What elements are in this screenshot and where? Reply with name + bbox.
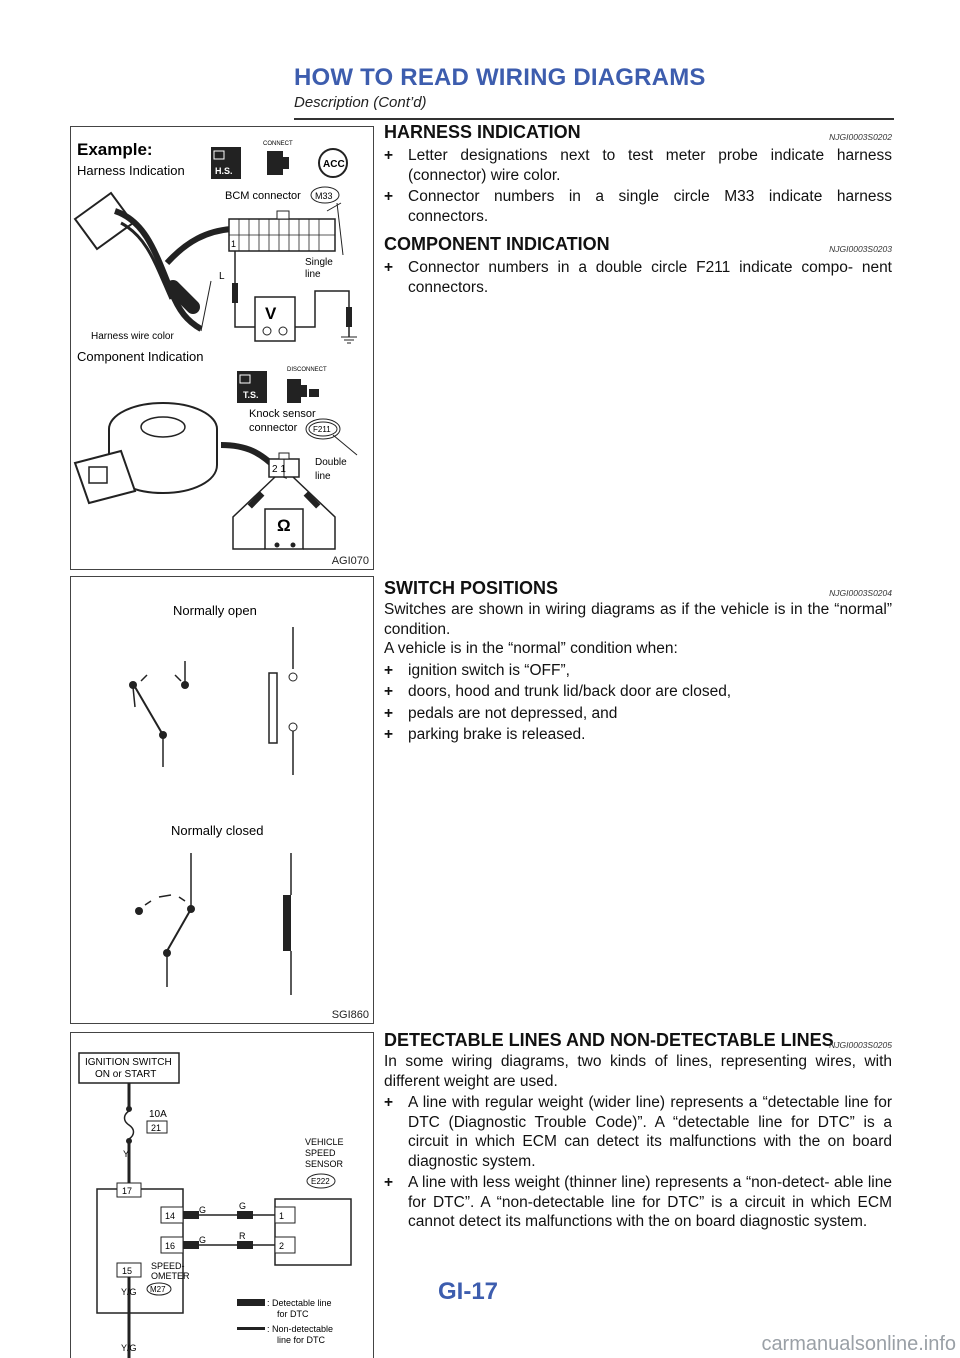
figure-switch-positions <box>70 576 374 1024</box>
vss-label-1: VEHICLE <box>305 1137 344 1147</box>
switch-diagram <box>71 577 375 1025</box>
example-label: Example: <box>77 140 153 159</box>
speedometer-label-1: SPEED- <box>151 1261 185 1271</box>
bullet-list <box>384 661 892 745</box>
disconnect-icon <box>287 379 307 403</box>
page-header <box>0 0 960 124</box>
list-item: + parking brake is released. <box>384 726 586 743</box>
list-item: + pedals are not depressed, and <box>384 704 618 722</box>
paragraph: A vehicle is in the “normal” condition when: <box>384 640 678 657</box>
list-item: + A line with regular weight (wider line) represents a “detectable line for DTC (Diagnostic Trouble Code)”. A “detectable line for DTC” is a circuit in which ECM can detect its malfunctions with the on board diagnostic system. <box>384 1094 892 1170</box>
harness-wire-color-label: Harness wire color <box>91 331 174 342</box>
pin-14-label: 14 <box>165 1211 176 1221</box>
section-component-indication <box>384 234 892 297</box>
disconnect-label: DISCONNECT <box>287 367 327 373</box>
single-line-label-1: Single <box>305 257 333 268</box>
knock-sensor-label-2: connector <box>249 422 298 434</box>
sensor-pin-2-label: 2 <box>279 1241 285 1251</box>
bullet-list <box>384 146 892 226</box>
legend-detectable-2: for DTC <box>277 1309 309 1319</box>
speedometer-label-2: OMETER <box>151 1271 190 1281</box>
wire-g-label-2: G <box>199 1235 207 1245</box>
component-indication-label: Component Indication <box>77 349 204 364</box>
harness-indication-label: Harness Indication <box>77 163 185 178</box>
sensor-pin-1-label: 1 <box>279 1211 285 1221</box>
wire-g-label-3: G <box>239 1201 247 1211</box>
ts-label: T.S. <box>243 390 259 400</box>
section-id: NJGI0003S0205 <box>829 1040 892 1050</box>
page-title: HOW TO READ WIRING DIAGRAMS <box>294 64 706 91</box>
section-id: NJGI0003S0202 <box>829 132 892 142</box>
watermark: carmanualsonline.info <box>761 1333 956 1355</box>
page-number: GI-17 <box>438 1278 499 1305</box>
wire-yg-label-1: Y/G <box>121 1287 137 1297</box>
wire-r-label: R <box>239 1231 246 1241</box>
section-detectable-lines <box>384 1030 892 1232</box>
section-switch-positions <box>384 578 892 745</box>
vss-label-3: SENSOR <box>305 1159 344 1169</box>
wire-color-l-label: L <box>219 271 225 282</box>
fuse-icon <box>125 1111 134 1139</box>
fuse-amp-label: 10A <box>149 1109 167 1120</box>
voltmeter-label: V <box>265 304 277 323</box>
list-item: + doors, hood and trunk lid/back door are closed, <box>384 683 732 700</box>
pin-16-label: 16 <box>165 1241 176 1251</box>
section-title: SWITCH POSITIONS <box>384 578 559 598</box>
bullet-list <box>384 258 892 297</box>
ignition-label-1: IGNITION SWITCH <box>85 1057 172 1068</box>
section-harness-indication <box>384 122 892 226</box>
harness-diagram <box>71 127 375 571</box>
legend-detectable-line <box>237 1299 265 1306</box>
figure-harness-component <box>70 126 374 570</box>
legend-non-detectable-line <box>237 1327 265 1330</box>
list-item: + A line with less weight (thinner line) represents a “non-detect- able line for DTC”. A “non-detectable line for DTC” is a circuit in which ECM cannot detect its malfunctions with the on board diagnostic system. <box>384 1174 892 1230</box>
detectable-lines-diagram <box>71 1033 375 1358</box>
f211-pins-label: 2 1 <box>272 464 286 475</box>
f211-label: F211 <box>313 425 331 434</box>
figure-code: SGI860 <box>331 1009 369 1021</box>
wire-y-label: Y <box>123 1149 130 1159</box>
connector-icon <box>267 151 289 175</box>
legend-non-detectable-1: : Non-detectable <box>267 1324 334 1334</box>
hs-label: H.S. <box>215 166 233 176</box>
vss-label-2: SPEED <box>305 1148 336 1158</box>
figure-detectable-lines <box>70 1032 374 1358</box>
section-id: NJGI0003S0203 <box>829 244 892 254</box>
double-line-label-2: line <box>315 471 331 482</box>
normally-open-label: Normally open <box>173 603 257 618</box>
pin-17-label: 17 <box>122 1186 133 1196</box>
list-item: + ignition switch is “OFF”, <box>384 661 570 679</box>
m33-label: M33 <box>315 191 333 201</box>
header-divider <box>294 118 894 120</box>
section-id: NJGI0003S0204 <box>829 588 892 598</box>
double-line-label-1: Double <box>315 457 347 468</box>
wire-g-label-1: G <box>199 1205 207 1215</box>
bullet-list <box>384 1093 892 1232</box>
legend-detectable-1: : Detectable line <box>267 1298 332 1308</box>
knock-sensor-label-1: Knock sensor <box>249 408 316 420</box>
figure-code: AGI070 <box>331 555 369 567</box>
section-title: DETECTABLE LINES AND NON-DETECTABLE LINES <box>384 1030 834 1050</box>
section-title: HARNESS INDICATION <box>384 122 581 142</box>
paragraph: In some wiring diagrams, two kinds of lines, representing wires, with different weight are used. <box>384 1053 892 1090</box>
section-title: COMPONENT INDICATION <box>384 234 610 254</box>
single-line-label-2: line <box>305 269 321 280</box>
bcm-connector-label: BCM connector <box>225 190 301 202</box>
ignition-label-2: ON or START <box>95 1069 157 1080</box>
ohm-label: Ω <box>277 516 291 535</box>
harness-plug <box>75 193 133 249</box>
list-item: + Connector numbers in a single circle M33 indicate harness connectors. <box>384 188 892 225</box>
e222-label: E222 <box>311 1177 330 1186</box>
pin-15-label: 15 <box>122 1266 133 1276</box>
legend-non-detectable-2: line for DTC <box>277 1335 326 1345</box>
fuse-number-label: 21 <box>151 1123 162 1133</box>
list-item: + Connector numbers in a double circle F211 indicate compo- nent connectors. <box>384 259 892 296</box>
wire-yg-label-2: Y/G <box>121 1343 137 1353</box>
list-item: + Letter designations next to test meter probe indicate harness (connector) wire color. <box>384 147 892 184</box>
normally-closed-label: Normally closed <box>171 823 264 838</box>
m27-label: M27 <box>150 1285 166 1294</box>
pin-1-label: 1 <box>231 239 237 249</box>
connect-label: CONNECT <box>263 141 293 147</box>
page-subtitle: Description (Cont’d) <box>294 94 427 111</box>
paragraph: Switches are shown in wiring diagrams as if the vehicle is in the “normal” condition. <box>384 601 892 638</box>
acc-label: ACC <box>323 159 345 170</box>
